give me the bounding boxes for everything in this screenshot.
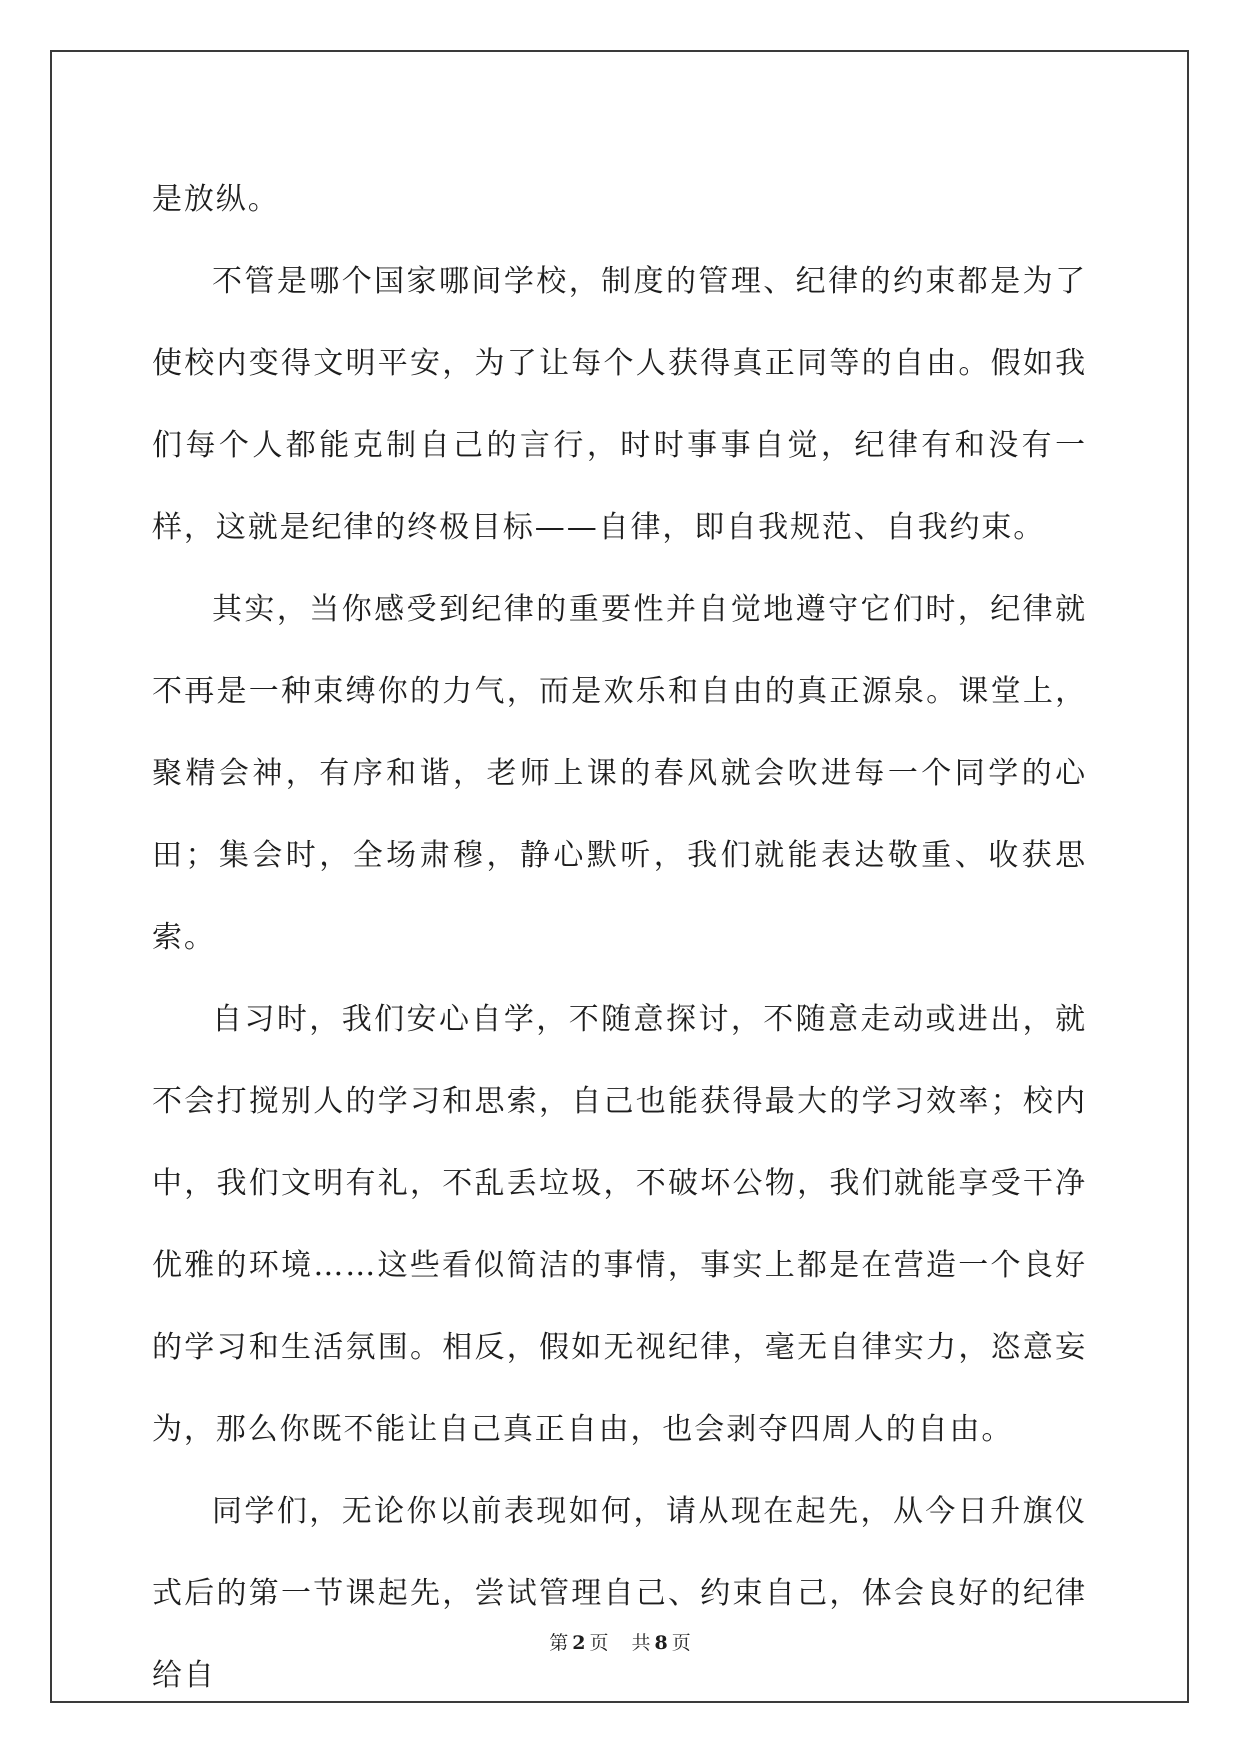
page-total-prefix: 共 [631,1632,652,1654]
page-footer [0,1628,1241,1655]
paragraph-5: 同学们，无论你以前表现如何，请从现在起先，从今日升旗仪式后的第一节课起先，尝试管理自己、约束自己，体会良好的纪律给自 [152,1494,1087,1693]
page-total: 8 [654,1632,669,1654]
paragraph-2: 不管是哪个国家哪间学校，制度的管理、纪律的约束都是为了使校内变得文明平安，为了让每个人获得真正同等的自由。假如我们每个人都能克制自己的言行，时时事事自觉，纪律有和没有一样，这就是纪律的终极目标——自律，即自我规范、自我约束。 [152,264,1087,545]
paragraph-4: 自习时，我们安心自学，不随意探讨，不随意走动或进出，就不会打搅别人的学习和思索，自己也能获得最大的学习效率；校内中，我们文明有礼，不乱丢垃圾，不破坏公物，我们就能享受干净优雅的环境……这些看似简洁的事情，事实上都是在营造一个良好的学习和生活氛围。相反，假如无视纪律，毫无自律实力，恣意妄为，那么你既不能让自己真正自由，也会剥夺四周人的自由。 [152,1002,1087,1447]
page-number-prefix: 第 [549,1632,570,1654]
paragraph-1: 是放纵。 [152,182,280,217]
document-body [152,159,1087,1717]
page-number-current: 2 [572,1632,587,1654]
page-number-suffix: 页 [589,1632,610,1654]
paragraph-3: 其实，当你感受到纪律的重要性并自觉地遵守它们时，纪律就不再是一种束缚你的力气，而是欢乐和自由的真正源泉。课堂上，聚精会神，有序和谐，老师上课的春风就会吹进每一个同学的心田；集会时，全场肃穆，静心默听，我们就能表达敬重、收获思索。 [152,592,1087,955]
page-total-suffix: 页 [671,1632,692,1654]
